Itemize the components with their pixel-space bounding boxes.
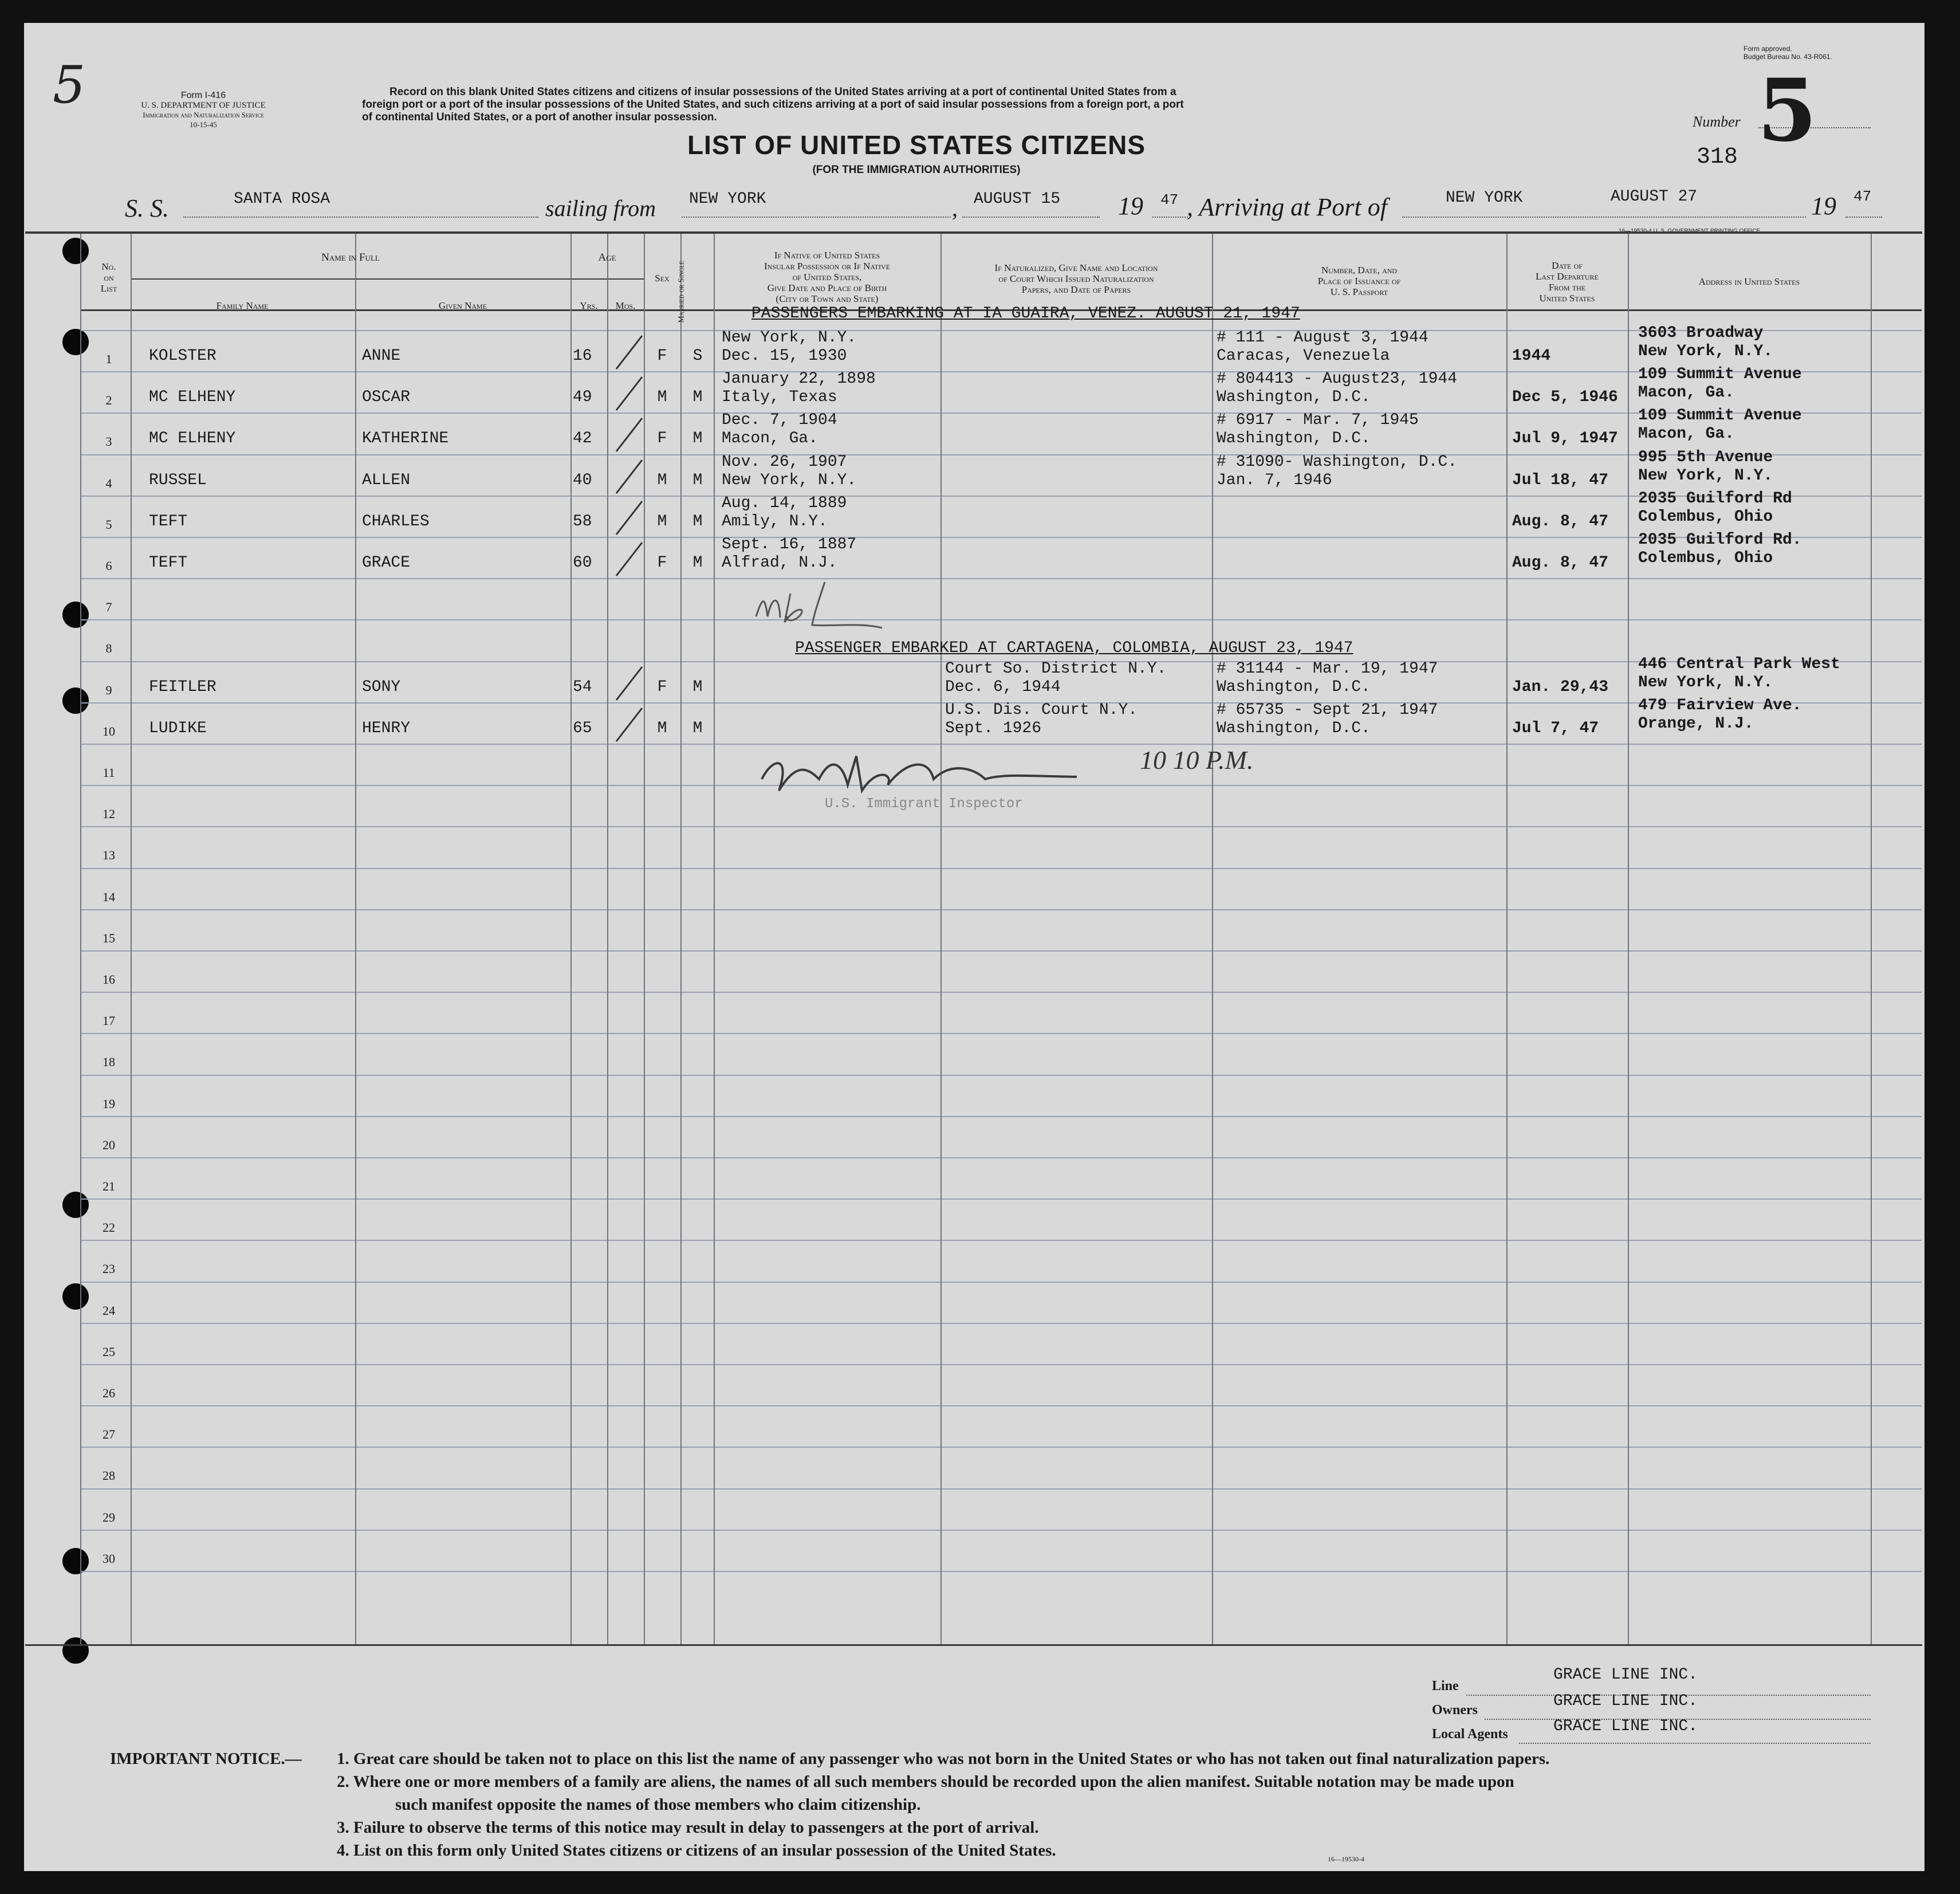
arrival-year-line bbox=[1845, 217, 1882, 218]
last-departure: Jul 9, 1947 bbox=[1512, 430, 1618, 448]
age-years: 49 bbox=[573, 388, 592, 407]
column-rule bbox=[680, 234, 682, 1644]
inspector-stamp: U.S. Immigrant Inspector bbox=[825, 796, 1023, 812]
given-name: OSCAR bbox=[362, 388, 411, 407]
passport-line-1: # 31144 - Mar. 19, 1947 bbox=[1217, 659, 1438, 678]
row-number: 18 bbox=[103, 1055, 115, 1070]
marital-status: M bbox=[692, 471, 703, 489]
address-line-2: Colembus, Ohio bbox=[1638, 508, 1773, 526]
department: U. S. DEPARTMENT OF JUSTICE bbox=[141, 101, 266, 110]
budget-bureau: Budget Bureau No. 43-R061. bbox=[1743, 53, 1832, 61]
time-note: 10 10 P.M. bbox=[1140, 745, 1254, 775]
passport-line-2: Washington, D.C. bbox=[1217, 388, 1371, 407]
line-label: Line bbox=[1432, 1679, 1459, 1693]
owners-value: GRACE LINE INC. bbox=[1553, 1692, 1698, 1710]
naturalization-line-2: Sept. 1926 bbox=[945, 719, 1042, 737]
header-no-on-list: No. on List bbox=[100, 261, 117, 294]
sex: M bbox=[657, 719, 667, 737]
row-number: 20 bbox=[103, 1137, 115, 1152]
row-number: 1 bbox=[105, 352, 112, 366]
row-number: 7 bbox=[105, 600, 112, 615]
row-number: 10 bbox=[103, 724, 115, 738]
notice-3: 3. Failure to observe the terms of this notice may result in delay to passengers at the port of arrival. bbox=[337, 1818, 1039, 1837]
address-line-1: 2035 Guilford Rd. bbox=[1638, 531, 1802, 549]
family-name: MC ELHENY bbox=[149, 388, 236, 407]
ruled-line bbox=[80, 826, 1922, 827]
arrival-date: AUGUST 27 bbox=[1611, 188, 1698, 206]
ruled-line bbox=[80, 619, 1922, 620]
address-line-2: New York, N.Y. bbox=[1638, 343, 1773, 360]
depart-date: AUGUST 15 bbox=[974, 190, 1061, 208]
row-number: 13 bbox=[103, 848, 115, 863]
marital-status: M bbox=[692, 430, 703, 448]
row-number: 14 bbox=[103, 889, 115, 904]
row-number: 28 bbox=[103, 1468, 115, 1483]
birth-line-1: New York, N.Y. bbox=[722, 329, 857, 347]
binder-hole bbox=[62, 1637, 89, 1664]
from-port: NEW YORK bbox=[689, 190, 766, 208]
given-name: SONY bbox=[362, 678, 401, 696]
sex: F bbox=[657, 347, 667, 365]
column-rule bbox=[80, 234, 81, 1644]
sex: M bbox=[657, 512, 667, 531]
passport-line-1: # 65735 - Sept 21, 1947 bbox=[1217, 701, 1438, 719]
marital-status: M bbox=[692, 678, 703, 696]
form-number: Form I-416 bbox=[180, 91, 226, 100]
ss-label: S. S. bbox=[125, 194, 169, 222]
ruled-line bbox=[80, 1240, 1922, 1241]
family-name: TEFT bbox=[149, 554, 188, 572]
table-top-rule bbox=[25, 231, 1922, 234]
given-name: KATHERINE bbox=[362, 430, 449, 448]
ruled-line bbox=[80, 992, 1922, 993]
address-line-1: 2035 Guilford Rd bbox=[1638, 489, 1792, 508]
address-line-1: 995 5th Avenue bbox=[1638, 448, 1773, 466]
page-title: LIST OF UNITED STATES CITIZENS bbox=[687, 130, 1146, 160]
family-name: MC ELHENY bbox=[149, 430, 236, 448]
sex: F bbox=[657, 678, 667, 696]
number-label: Number bbox=[1693, 113, 1741, 130]
age-years: 42 bbox=[573, 430, 592, 448]
row-number: 19 bbox=[103, 1096, 115, 1111]
birth-line-2: Amily, N.Y. bbox=[722, 512, 828, 531]
agents-label: Local Agents bbox=[1432, 1727, 1508, 1742]
sex: M bbox=[657, 471, 667, 489]
sex: M bbox=[657, 388, 667, 407]
ship-line bbox=[183, 217, 538, 218]
ruled-line bbox=[80, 1488, 1922, 1490]
row-number: 29 bbox=[103, 1510, 115, 1524]
notice-4: 4. List on this form only United States citizens or citizens of an insular possession of the United States. bbox=[337, 1841, 1056, 1860]
birth-line-1: Sept. 16, 1887 bbox=[722, 536, 857, 553]
last-departure: Jul 7, 47 bbox=[1512, 719, 1599, 737]
family-name: FEITLER bbox=[149, 678, 217, 696]
row-number: 5 bbox=[105, 517, 112, 532]
header-last-departure: Date of Last Departure From the United States bbox=[1536, 260, 1599, 304]
given-name: GRACE bbox=[362, 554, 411, 572]
header-address: Address in United States bbox=[1698, 276, 1800, 287]
check-mark bbox=[611, 457, 651, 497]
family-name: LUDIKE bbox=[149, 719, 207, 737]
age-years: 58 bbox=[573, 512, 592, 531]
notice-2-cont: such manifest opposite the names of those members who claim citizenship. bbox=[395, 1795, 921, 1814]
ruled-line bbox=[80, 1282, 1922, 1283]
ruled-line bbox=[80, 1157, 1922, 1158]
check-mark bbox=[611, 374, 651, 414]
last-departure: 1944 bbox=[1512, 347, 1551, 365]
ruled-line bbox=[80, 950, 1922, 952]
passport-line-2: Washington, D.C. bbox=[1217, 719, 1371, 737]
birth-line-2: Macon, Ga. bbox=[722, 430, 818, 448]
header-native: If Native of United States Insular Possession or If Native of United States, Give Date and Place of Birth (City or Town and State) bbox=[763, 250, 891, 304]
check-mark bbox=[611, 498, 651, 538]
depart-date-line bbox=[962, 217, 1100, 218]
binder-hole bbox=[62, 687, 89, 714]
passport-line-1: # 111 - August 3, 1944 bbox=[1217, 329, 1428, 347]
birth-line-2: Dec. 15, 1930 bbox=[722, 347, 847, 365]
inspector-initials bbox=[745, 576, 905, 639]
last-departure: Aug. 8, 47 bbox=[1512, 554, 1609, 572]
naturalization-line-2: Dec. 6, 1944 bbox=[945, 678, 1061, 696]
row-number: 8 bbox=[105, 641, 112, 656]
service: Immigration and Naturalization Service bbox=[143, 111, 264, 119]
binder-hole bbox=[62, 1192, 89, 1218]
family-name: TEFT bbox=[149, 512, 188, 531]
header-age: Age bbox=[598, 252, 616, 264]
table-bottom-rule bbox=[25, 1644, 1922, 1646]
header-naturalized: If Naturalized, Give Name and Location of Court Which Issued Naturalization Papers, and Date of Papers bbox=[994, 262, 1158, 295]
page-subtitle: (FOR THE IMMIGRATION AUTHORITIES) bbox=[812, 164, 1021, 176]
birth-line-2: New York, N.Y. bbox=[722, 471, 857, 489]
ruled-line bbox=[80, 1530, 1922, 1531]
ruled-line bbox=[80, 1447, 1922, 1448]
column-rule bbox=[570, 234, 572, 1644]
ruled-line bbox=[80, 1405, 1922, 1406]
row-number: 15 bbox=[103, 930, 115, 945]
address-line-1: 109 Summit Avenue bbox=[1638, 366, 1802, 384]
sailing-label: sailing from bbox=[545, 195, 656, 221]
ruled-line bbox=[80, 1033, 1922, 1034]
ruled-line bbox=[80, 1323, 1922, 1324]
year-prefix-2: 19 bbox=[1811, 192, 1836, 220]
binder-hole bbox=[62, 1283, 89, 1310]
check-mark bbox=[611, 539, 651, 579]
row-number: 24 bbox=[103, 1303, 115, 1318]
family-name: RUSSEL bbox=[149, 471, 207, 489]
birth-line-1: Nov. 26, 1907 bbox=[722, 453, 847, 471]
binder-hole bbox=[62, 329, 89, 355]
header-yrs: Yrs. bbox=[580, 300, 598, 311]
check-mark bbox=[611, 415, 651, 455]
address-line-1: 479 Fairview Ave. bbox=[1638, 696, 1802, 714]
row-number: 17 bbox=[103, 1013, 115, 1028]
ruled-line bbox=[80, 1075, 1922, 1076]
check-mark bbox=[611, 663, 651, 704]
row-number: 22 bbox=[103, 1220, 115, 1235]
number-value: 5 bbox=[1757, 60, 1817, 161]
sex: F bbox=[657, 430, 667, 448]
row-number: 21 bbox=[103, 1179, 115, 1193]
row-number: 27 bbox=[103, 1427, 115, 1442]
arriving-label: , Arriving at Port of bbox=[1187, 193, 1387, 221]
passport-line-2: Jan. 7, 1946 bbox=[1217, 471, 1332, 489]
column-rule bbox=[1628, 234, 1629, 1644]
row-number: 12 bbox=[103, 807, 115, 822]
address-line-2: Macon, Ga. bbox=[1638, 425, 1735, 443]
address-line-2: Colembus, Ohio bbox=[1638, 549, 1773, 567]
marital-status: M bbox=[692, 388, 703, 407]
form-approved: Form approved. bbox=[1743, 45, 1792, 53]
check-mark bbox=[611, 332, 651, 372]
binder-hole bbox=[62, 238, 89, 264]
year-prefix-1: 19 bbox=[1118, 192, 1143, 220]
column-rule bbox=[714, 234, 715, 1644]
column-rule bbox=[355, 234, 356, 1644]
naturalization-line-1: U.S. Dis. Court N.Y. bbox=[945, 701, 1138, 719]
age-years: 65 bbox=[573, 719, 592, 737]
address-line-1: 446 Central Park West bbox=[1638, 655, 1840, 673]
passport-line-1: # 6917 - Mar. 7, 1945 bbox=[1217, 411, 1419, 430]
row-number: 4 bbox=[105, 476, 112, 490]
column-rule bbox=[607, 234, 608, 1644]
header-family-name: Family Name bbox=[216, 300, 269, 311]
row-number: 23 bbox=[103, 1262, 115, 1276]
birth-line-2: Alfrad, N.J. bbox=[722, 554, 837, 572]
address-line-1: 109 Summit Avenue bbox=[1638, 407, 1802, 425]
column-rule bbox=[1871, 234, 1872, 1644]
row-number: 11 bbox=[103, 765, 115, 780]
column-rule bbox=[1212, 234, 1213, 1644]
agents-value: GRACE LINE INC. bbox=[1553, 1718, 1698, 1735]
given-name: HENRY bbox=[362, 719, 411, 737]
address-line-2: New York, N.Y. bbox=[1638, 466, 1773, 485]
marital-status: M bbox=[692, 719, 703, 737]
birth-line-1: Dec. 7, 1904 bbox=[722, 411, 837, 430]
ruled-line bbox=[80, 868, 1922, 869]
ruled-line bbox=[80, 909, 1922, 910]
given-name: CHARLES bbox=[362, 512, 430, 531]
notice-1: 1. Great care should be taken not to place on this list the name of any passenger who was not born in the United States or who has not taken out final naturalization papers. bbox=[337, 1750, 1550, 1768]
notice-title: IMPORTANT NOTICE.— bbox=[110, 1750, 302, 1768]
arrival-line bbox=[1402, 217, 1806, 218]
edition: 10-15-45 bbox=[190, 120, 217, 129]
age-years: 54 bbox=[573, 678, 592, 696]
age-years: 16 bbox=[573, 347, 592, 365]
comma: , bbox=[952, 195, 958, 221]
last-departure: Dec 5, 1946 bbox=[1512, 388, 1618, 407]
header-mos: Mos. bbox=[615, 300, 636, 311]
passport-line-2: Washington, D.C. bbox=[1217, 430, 1371, 448]
check-mark bbox=[611, 705, 651, 745]
from-port-line bbox=[682, 217, 951, 218]
birth-line-1: Aug. 14, 1889 bbox=[722, 494, 847, 512]
instruction-line-2: foreign port or a port of the insular possessions of the United States, and such citizens arriving at a port of said insular possessions from a foreign port, a port bbox=[362, 99, 1184, 111]
row-number: 16 bbox=[103, 972, 115, 987]
ruled-line bbox=[80, 1199, 1922, 1200]
row-number: 9 bbox=[105, 682, 112, 697]
passport-line-2: Caracas, Venezuela bbox=[1217, 347, 1390, 365]
naturalization-line-1: Court So. District N.Y. bbox=[945, 659, 1167, 678]
birth-line-1: January 22, 1898 bbox=[722, 370, 876, 388]
last-departure: Jan. 29,43 bbox=[1512, 678, 1609, 696]
arrival-year: 47 bbox=[1853, 188, 1872, 205]
arrival-port: NEW YORK bbox=[1446, 189, 1523, 207]
passport-line-2: Washington, D.C. bbox=[1217, 678, 1371, 696]
row-number: 30 bbox=[103, 1551, 115, 1566]
marital-status: M bbox=[692, 512, 703, 531]
page-number: 318 bbox=[1697, 144, 1738, 170]
passport-line-1: # 804413 - August23, 1944 bbox=[1217, 370, 1458, 388]
name-header-rule bbox=[131, 278, 570, 280]
depart-year-line bbox=[1152, 217, 1188, 218]
row-number: 26 bbox=[103, 1386, 115, 1400]
line-value: GRACE LINE INC. bbox=[1553, 1666, 1698, 1684]
column-rule bbox=[940, 234, 942, 1644]
header-name-in-full: Name in Full bbox=[321, 252, 380, 264]
row-number: 3 bbox=[105, 434, 112, 449]
ruled-line bbox=[80, 1364, 1922, 1365]
notice-2: 2. Where one or more members of a family are aliens, the names of all such members should be recorded upon the alien manifest. Suitable notation may be made upon bbox=[337, 1773, 1514, 1791]
corner-mark: 5 bbox=[53, 55, 86, 115]
row-number: 2 bbox=[105, 393, 112, 408]
birth-line-2: Italy, Texas bbox=[722, 388, 837, 407]
agents-field bbox=[1519, 1743, 1871, 1744]
header-passport: Number, Date, and Place of Issuance of U. S. Passport bbox=[1317, 265, 1401, 297]
column-rule bbox=[1506, 234, 1508, 1644]
given-name: ALLEN bbox=[362, 471, 411, 489]
header-married-or-single: Married or Single bbox=[677, 261, 686, 323]
sex: F bbox=[657, 554, 667, 572]
last-departure: Aug. 8, 47 bbox=[1512, 512, 1609, 531]
marital-status: M bbox=[692, 554, 703, 572]
last-departure: Jul 18, 47 bbox=[1512, 471, 1609, 489]
bottom-code: 16—19530-4 bbox=[1328, 1855, 1364, 1863]
header-sex: Sex bbox=[655, 273, 670, 284]
instruction-line-3: of continental United States, or a port of another insular possession. bbox=[362, 111, 717, 123]
address-line-1: 3603 Broadway bbox=[1638, 324, 1764, 342]
row-number: 6 bbox=[105, 559, 112, 573]
row-number: 25 bbox=[103, 1344, 115, 1359]
given-name: ANNE bbox=[362, 347, 401, 365]
age-years: 60 bbox=[573, 554, 592, 572]
passport-line-1: # 31090- Washington, D.C. bbox=[1217, 453, 1458, 471]
address-line-2: Orange, N.J. bbox=[1638, 714, 1754, 733]
ruled-line bbox=[80, 1571, 1922, 1572]
ruled-line bbox=[80, 578, 1922, 579]
section-la-guaira: PASSENGERS EMBARKING AT IA GUAIRA, VENEZ. AUGUST 21, 1947 bbox=[751, 305, 1300, 323]
owners-label: Owners bbox=[1432, 1703, 1478, 1718]
ruled-line bbox=[80, 1116, 1922, 1117]
address-line-2: New York, N.Y. bbox=[1638, 673, 1773, 691]
depart-year: 47 bbox=[1160, 191, 1179, 209]
age-years: 40 bbox=[573, 471, 592, 489]
marital-status: S bbox=[692, 347, 703, 365]
family-name: KOLSTER bbox=[149, 347, 217, 365]
binder-hole bbox=[62, 602, 89, 628]
ship-name: SANTA ROSA bbox=[234, 190, 330, 208]
section-cartagena: PASSENGER EMBARKED AT CARTAGENA, COLOMBIA, AUGUST 23, 1947 bbox=[795, 639, 1353, 657]
instruction-line-1: Record on this blank United States citizens and citizens of insular possessions of the United States arriving at a port of continental United States from a bbox=[389, 86, 1176, 98]
header-given-name: Given Name bbox=[438, 300, 487, 311]
address-line-2: Macon, Ga. bbox=[1638, 384, 1735, 402]
